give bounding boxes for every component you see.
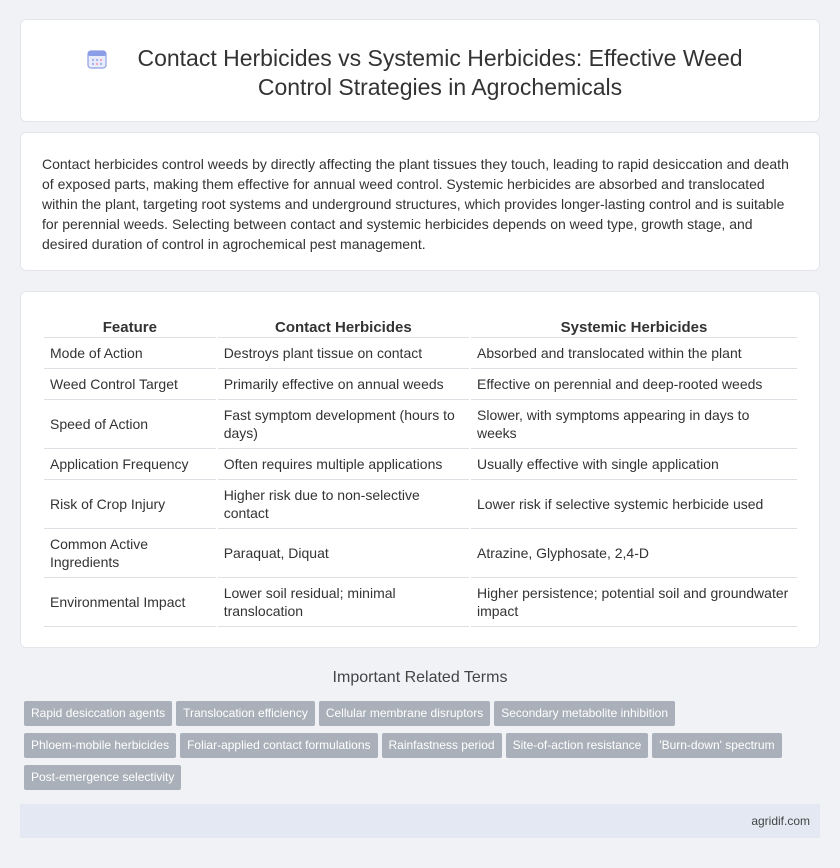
header-systemic: Systemic Herbicides — [471, 316, 797, 338]
contact-cell: Often requires multiple applications — [218, 449, 469, 480]
feature-cell: Risk of Crop Injury — [44, 480, 216, 529]
table-row — [44, 369, 797, 400]
related-term-tag[interactable]: Secondary metabolite inhibition — [494, 701, 675, 726]
intro-paragraph: Contact herbicides control weeds by directly affecting the plant tissues they touch, leading to rapid desiccation and death of exposed parts, making them effective for annual weed control. Systemic herbicides are absorbed and translocated within the plant, targeting root systems and underground structures, which provides longer-lasting control and is suitable for perennial weeds. Selecting between contact and systemic herbicides depends on weed type, growth stage, and desired duration of control in agrochemical pest management. — [42, 156, 789, 252]
contact-cell: Destroys plant tissue on contact — [218, 338, 469, 369]
related-term-tag[interactable]: Post-emergence selectivity — [24, 765, 181, 790]
contact-cell: Paraquat, Diquat — [218, 529, 469, 578]
systemic-cell: Effective on perennial and deep-rooted weeds — [471, 369, 797, 400]
systemic-cell: Usually effective with single application — [471, 449, 797, 480]
contact-cell: Lower soil residual; minimal translocation — [218, 578, 469, 627]
footer — [20, 804, 820, 838]
feature-cell: Speed of Action — [44, 400, 216, 449]
table-row — [44, 480, 797, 529]
related-term-tag[interactable]: Phloem-mobile herbicides — [24, 733, 176, 758]
comparison-table — [42, 316, 799, 627]
related-terms-title: Important Related Terms — [332, 669, 508, 686]
table-row — [44, 529, 797, 578]
feature-cell: Environmental Impact — [44, 578, 216, 627]
title-card — [20, 19, 820, 122]
related-term-tag[interactable]: Rainfastness period — [382, 733, 502, 758]
table-row — [44, 578, 797, 627]
systemic-cell: Absorbed and translocated within the plant — [471, 338, 797, 369]
page-title: Contact Herbicides vs Systemic Herbicides: Effective Weed Control Strategies in Agrochemicals — [137, 45, 743, 100]
feature-cell: Weed Control Target — [44, 369, 216, 400]
related-terms-tags — [24, 701, 814, 797]
contact-cell: Higher risk due to non-selective contact — [218, 480, 469, 529]
related-term-tag[interactable]: 'Burn-down' spectrum — [652, 733, 781, 758]
systemic-cell: Slower, with symptoms appearing in days to weeks — [471, 400, 797, 449]
feature-cell: Common Active Ingredients — [44, 529, 216, 578]
table-header-row — [44, 316, 797, 338]
table-row — [44, 338, 797, 369]
contact-cell: Primarily effective on annual weeds — [218, 369, 469, 400]
related-term-tag[interactable]: Foliar-applied contact formulations — [180, 733, 377, 758]
systemic-cell: Lower risk if selective systemic herbicide used — [471, 480, 797, 529]
table-row — [44, 449, 797, 480]
related-term-tag[interactable]: Rapid desiccation agents — [24, 701, 172, 726]
footer-source[interactable]: agridif.com — [751, 814, 810, 828]
header-contact: Contact Herbicides — [218, 316, 469, 338]
related-term-tag[interactable]: Site-of-action resistance — [506, 733, 649, 758]
header-feature: Feature — [44, 316, 216, 338]
related-term-tag[interactable]: Translocation efficiency — [176, 701, 315, 726]
systemic-cell: Higher persistence; potential soil and groundwater impact — [471, 578, 797, 627]
intro-card — [20, 132, 820, 271]
table-row — [44, 400, 797, 449]
feature-cell: Application Frequency — [44, 449, 216, 480]
comparison-table-card — [20, 291, 820, 648]
contact-cell: Fast symptom development (hours to days) — [218, 400, 469, 449]
feature-cell: Mode of Action — [44, 338, 216, 369]
related-term-tag[interactable]: Cellular membrane disruptors — [319, 701, 490, 726]
systemic-cell: Atrazine, Glyphosate, 2,4-D — [471, 529, 797, 578]
